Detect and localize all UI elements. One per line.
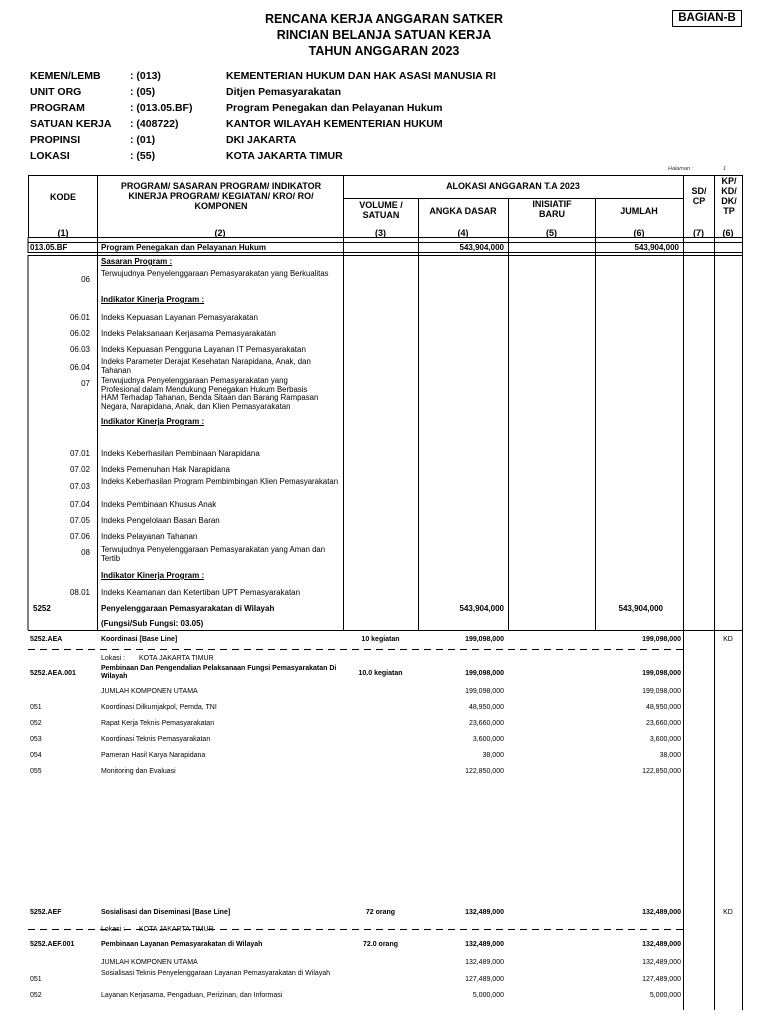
col-num-1: (1) (57, 228, 69, 238)
meta-code-unit: : (05) (130, 86, 156, 98)
indikator-08-01-text: Indeks Keamanan dan Ketertiban UPT Pemasyarakatan (101, 588, 301, 597)
kegiatan-angka: 543,904,000 (459, 604, 504, 613)
komponen-aea-052-angka: 23,660,000 (468, 720, 504, 727)
komponen-aea-053-angka: 3,600,000 (472, 736, 504, 743)
kro-aef-lokasi-label: Lokasi : (101, 926, 126, 933)
indikator-07-01-text: Indeks Keberhasilan Pembinaan Narapidana (101, 449, 260, 458)
kegiatan-code: 5252 (33, 604, 51, 613)
col-num-5: (5) (546, 228, 557, 238)
kro-aea-lokasi: KOTA JAKARTA TIMUR (139, 655, 214, 662)
meta-label-propinsi: PROPINSI (30, 134, 81, 146)
kro-aea-kp: KD (723, 636, 733, 643)
col-header-sdcp: SD/ CP (691, 186, 707, 206)
sasaran-08-code: 08 (81, 548, 90, 557)
col-header-program: PROGRAM/ SASARAN PROGRAM/ INDIKATOR KINERJA PROGRAM/ KEGIATAN/ KRO/ RO/ KOMPONEN (120, 181, 322, 211)
komponen-aea-051-code: 051 (30, 704, 42, 711)
meta-code-satker: : (408722) (130, 118, 179, 130)
komponen-aea-052-code: 052 (30, 720, 42, 727)
indikator-07-02-code: 07.02 (69, 465, 90, 474)
indikator-07-04-text: Indeks Pembinaan Khusus Anak (101, 500, 217, 509)
meta-code-kemen: : (013) (130, 70, 161, 82)
ro-aea-001-name: Pembinaan Dan Pengendalian Pelaksanaan Fungsi Pemasyarakatan Di Wilayah (101, 665, 337, 680)
meta-value-kemen: KEMENTERIAN HUKUM DAN HAK ASASI MANUSIA RI (226, 70, 496, 82)
indikator-06-01-code: 06.01 (69, 313, 90, 322)
komponen-aef-052-angka: 5,000,000 (472, 992, 504, 999)
komponen-aea-051-name: Koordinasi Dilkumjakpol, Pemda, TNI (101, 704, 217, 711)
meta-code-lokasi: : (55) (130, 150, 156, 162)
col-num-8: (6) (722, 228, 734, 238)
komponen-aea-051-angka: 48,950,000 (468, 704, 504, 711)
program-angka: 543,904,000 (459, 243, 504, 252)
ro-aea-001-jumlah: 199,098,000 (642, 670, 681, 677)
col-num-3: (3) (375, 228, 386, 238)
kro-aef-code: 5252.AEF (30, 909, 62, 916)
komponen-aef-052-jumlah: 5,000,000 (649, 992, 681, 999)
ro-aea-001-code: 5252.AEA.001 (30, 670, 76, 677)
indikator-07-04-code: 07.04 (69, 500, 90, 509)
ro-aef-001-angka: 132,489,000 (465, 941, 504, 948)
indikator-07-05-code: 07.05 (69, 516, 90, 525)
kro-aef-angka: 132,489,000 (465, 909, 504, 916)
sasaran-heading: Sasaran Program : (101, 257, 173, 266)
indikator-07-01-code: 07.01 (69, 449, 90, 458)
kro-aea-jumlah: 199,098,000 (642, 636, 681, 643)
indikator-06-03-text: Indeks Kepuasan Pengguna Layanan IT Pemasyarakatan (101, 345, 306, 354)
jku-aef-angka: 132,489,000 (465, 959, 504, 966)
report-year: TAHUN ANGGARAN 2023 (308, 44, 460, 58)
col-num-4: (4) (457, 228, 469, 238)
col-num-7: (7) (693, 228, 704, 238)
komponen-aea-055-angka: 122,850,000 (465, 768, 504, 775)
ro-aea-001-volume: 10.0 kegiatan (358, 670, 403, 677)
meta-value-satker: KANTOR WILAYAH KEMENTERIAN HUKUM (226, 118, 443, 130)
program-name: Program Penegakan dan Pelayanan Hukum (101, 243, 266, 252)
program-code: 013.05.BF (30, 243, 68, 252)
komponen-aea-054-code: 054 (30, 752, 42, 759)
sasaran-07-text: Terwujudnya Penyelenggaraan Pemasyarakatan yang Profesional dalam Mendukung Penegakan Hukum Berbasis HAM Terhadap Tahanan, Benda Sitaan dan Barang Rampasan Negara, Narapidana, Anak, dan Klien Pemasyarakatan (101, 376, 319, 411)
meta-value-lokasi: KOTA JAKARTA TIMUR (226, 150, 343, 162)
col-header-jumlah: JUMLAH (620, 206, 658, 216)
komponen-aea-054-angka: 38,000 (482, 752, 504, 759)
kro-aef-lokasi: KOTA JAKARTA TIMUR (139, 926, 214, 933)
ro-aef-001-jumlah: 132,489,000 (642, 941, 681, 948)
meta-value-unit: Ditjen Pemasyarakatan (226, 86, 341, 98)
indikator-06-02-text: Indeks Pelaksanaan Kerjasama Pemasyarakatan (101, 329, 276, 338)
kro-aef-kp: KD (723, 909, 733, 916)
col-header-angka-dasar: ANGKA DASAR (429, 206, 497, 216)
indikator-06-03-code: 06.03 (69, 345, 90, 354)
kro-aea-lokasi-label: Lokasi : (101, 655, 126, 662)
meta-code-program: : (013.05.BF) (130, 102, 193, 114)
ro-aef-001-code: 5252.AEF.001 (30, 941, 75, 948)
meta-label-lokasi: LOKASI (30, 150, 70, 162)
komponen-aea-055-jumlah: 122,850,000 (642, 768, 681, 775)
komponen-aef-051-jumlah: 127,489,000 (642, 976, 681, 983)
bagian-badge: BAGIAN-B (672, 10, 742, 27)
komponen-aef-051-name: Sosialisasi Teknis Penyelenggaraan Layanan Pemasyarakatan di Wilayah (101, 970, 331, 977)
meta-label-kemen: KEMEN/LEMB (30, 70, 101, 82)
sasaran-06-text: Terwujudnya Penyelenggaraan Pemasyarakatan yang Berkualitas (101, 269, 329, 278)
indikator-07-06-text: Indeks Pelayanan Tahanan (101, 532, 198, 541)
ro-aea-001-angka: 199,098,000 (465, 670, 504, 677)
komponen-aea-052-jumlah: 23,660,000 (645, 720, 681, 727)
komponen-aef-052-code: 052 (30, 992, 42, 999)
kro-aef-jumlah: 132,489,000 (642, 909, 681, 916)
komponen-aef-051-angka: 127,489,000 (465, 976, 504, 983)
komponen-aea-052-name: Rapat Kerja Teknis Pemasyarakatan (101, 720, 215, 727)
indikator-06-02-code: 06.02 (69, 329, 90, 338)
halaman-value: 1 (723, 166, 727, 172)
jku-aea-jumlah: 199,098,000 (642, 688, 681, 695)
indikator-07-06-code: 07.06 (69, 532, 90, 541)
indikator-06-04-code: 06.04 (69, 363, 90, 372)
kegiatan-fungsi: (Fungsi/Sub Fungsi: 03.05) (101, 619, 204, 628)
kegiatan-name: Penyelenggaraan Pemasyarakatan di Wilayah (101, 604, 275, 613)
indikator-06-01-text: Indeks Kepuasan Layanan Pemasyarakatan (101, 313, 258, 322)
meta-value-propinsi: DKI JAKARTA (226, 134, 297, 146)
indikator-06-04-text: Indeks Parameter Derajat Kesehatan Narapidana, Anak, dan Tahanan (101, 357, 311, 375)
col-header-kode: KODE (49, 192, 76, 202)
program-jumlah: 543,904,000 (634, 243, 679, 252)
kro-aea-angka: 199,098,000 (465, 636, 504, 643)
indikator-07-03-code: 07.03 (69, 482, 90, 491)
meta-label-unit: UNIT ORG (30, 86, 82, 98)
kro-aef-volume: 72 orang (365, 909, 396, 916)
halaman-label: Halaman : (668, 166, 694, 172)
sasaran-06-code: 06 (81, 275, 90, 284)
ro-aef-001-name: Pembinaan Layanan Pemasyarakatan di Wilayah (101, 941, 263, 948)
komponen-aef-051-code: 051 (30, 976, 42, 983)
jku-aea-label: JUMLAH KOMPONEN UTAMA (101, 688, 198, 695)
jku-aea-angka: 199,098,000 (465, 688, 504, 695)
indikator-07-03-text: Indeks Keberhasilan Program Pembimbingan Klien Pemasyarakatan (101, 477, 339, 486)
komponen-aea-053-jumlah: 3,600,000 (649, 736, 681, 743)
jku-aef-label: JUMLAH KOMPONEN UTAMA (101, 959, 198, 966)
col-num-2: (2) (214, 228, 226, 238)
col-header-alokasi: ALOKASI ANGGARAN T.A 2023 (446, 181, 580, 191)
komponen-aea-054-jumlah: 38,000 (659, 752, 681, 759)
ikp-heading-07: Indikator Kinerja Program : (101, 417, 205, 426)
meta-label-satker: SATUAN KERJA (30, 118, 112, 130)
meta-code-propinsi: : (01) (130, 134, 156, 146)
komponen-aef-052-name: Layanan Kerjasama, Pengaduan, Perizinan, dan Informasi (101, 992, 283, 999)
kegiatan-jumlah: 543,904,000 (618, 604, 663, 613)
kro-aea-volume: 10 kegiatan (361, 636, 400, 643)
komponen-aea-055-code: 055 (30, 768, 42, 775)
komponen-aea-051-jumlah: 48,950,000 (645, 704, 681, 711)
indikator-07-05-text: Indeks Pengelolaan Basan Baran (101, 516, 220, 525)
komponen-aea-055-name: Monitoring dan Evaluasi (101, 768, 176, 775)
sasaran-08-text: Terwujudnya Penyelenggaraan Pemasyarakatan yang Aman dan Tertib (101, 545, 326, 563)
report-subtitle: RINCIAN BELANJA SATUAN KERJA (276, 28, 492, 42)
ro-aef-001-volume: 72.0 orang (362, 941, 398, 948)
indikator-08-01-code: 08.01 (69, 588, 90, 597)
komponen-aea-053-name: Koordinasi Teknis Pemasyarakatan (101, 736, 211, 743)
col-header-volume: VOLUME / SATUAN (359, 200, 403, 220)
ikp-heading-06: Indikator Kinerja Program : (101, 295, 205, 304)
report-title: RENCANA KERJA ANGGARAN SATKER (265, 12, 503, 26)
col-num-6: (6) (633, 228, 645, 238)
indikator-07-02-text: Indeks Pemenuhan Hak Narapidana (101, 465, 230, 474)
meta-value-program: Program Penegakan dan Pelayanan Hukum (226, 102, 443, 114)
komponen-aea-054-name: Pameran Hasil Karya Narapidana (101, 752, 206, 759)
col-header-kp: KP/ KD/ DK/ TP (721, 176, 737, 216)
sasaran-07-code: 07 (81, 379, 90, 388)
kro-aea-code: 5252.AEA (30, 636, 63, 643)
meta-label-program: PROGRAM (30, 102, 85, 114)
jku-aef-jumlah: 132,489,000 (642, 959, 681, 966)
komponen-aea-053-code: 053 (30, 736, 42, 743)
kro-aef-name: Sosialisasi dan Diseminasi [Base Line] (101, 909, 231, 916)
col-header-inisiatif: INISIATIF BARU (532, 199, 572, 219)
kro-aea-name: Koordinasi [Base Line] (101, 636, 178, 643)
ikp-heading-08: Indikator Kinerja Program : (101, 571, 205, 580)
